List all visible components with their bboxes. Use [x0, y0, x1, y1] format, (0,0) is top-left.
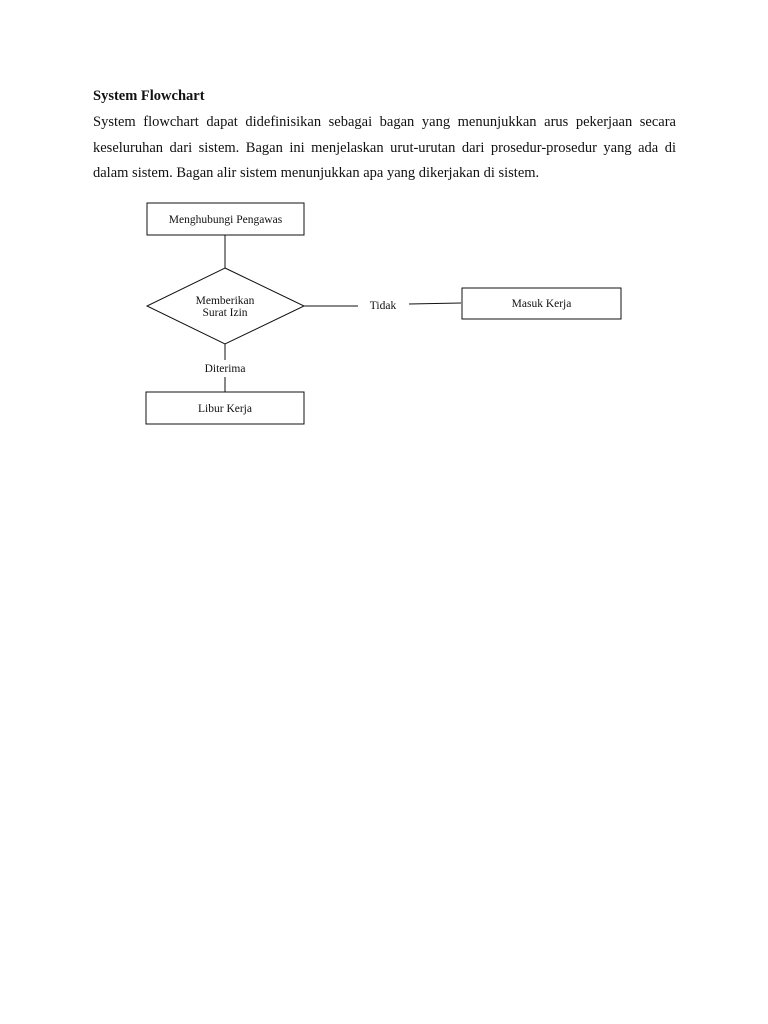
- decision-memberikan-surat-izin: [147, 268, 304, 344]
- process-label-masuk-kerja: Masuk Kerja: [511, 298, 572, 310]
- connector-tidak-to-masuk: [409, 303, 461, 304]
- section-heading: System Flowchart: [93, 88, 205, 104]
- process-box-menghubungi-pengawas: [147, 203, 304, 235]
- process-box-libur-kerja: [146, 392, 304, 424]
- decision-label-line2: Surat Izin: [202, 307, 248, 319]
- process-label-libur-kerja: Libur Kerja: [198, 403, 252, 415]
- process-label-menghubungi-pengawas: Menghubungi Pengawas: [168, 214, 283, 226]
- process-box-masuk-kerja: [462, 288, 621, 319]
- edge-label-tidak: Tidak: [369, 300, 397, 312]
- decision-label-line1: Memberikan: [195, 295, 255, 307]
- edge-label-diterima: Diterima: [204, 363, 246, 375]
- section-paragraph: System flowchart dapat didefinisikan sebagai bagan yang menunjukkan arus pekerjaan secara keseluruhan dari sistem. Bagan ini menjelaskan urut-urutan dari prosedur-prosedur yang ada di dalam sistem. Bagan alir sistem menunjukkan apa yang dikerjakan di sistem.: [93, 114, 676, 181]
